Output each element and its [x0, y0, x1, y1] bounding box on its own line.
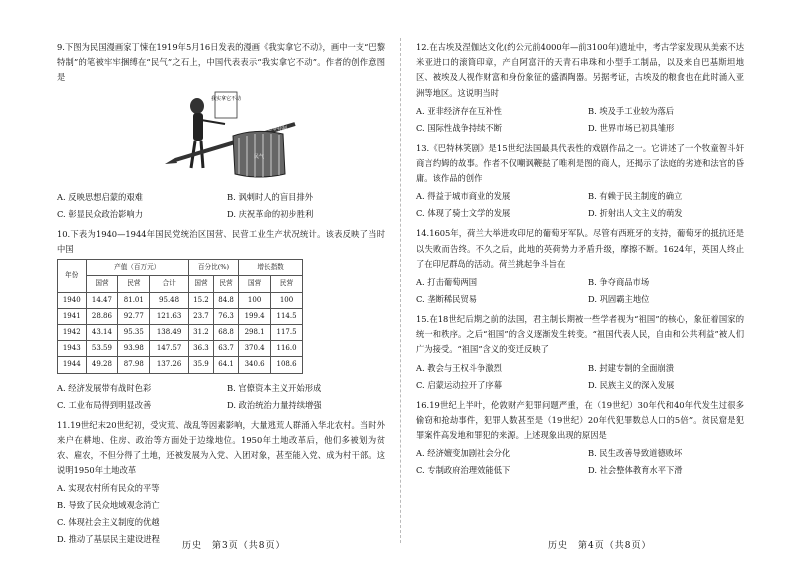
table-row: [58, 357, 303, 373]
q15-option-b[interactable]: B. 封建专制的全面崩溃: [588, 362, 675, 373]
table-subheader: 国营: [86, 276, 118, 292]
table-cell: 15.2: [188, 292, 213, 308]
q14-stem: 14.1605年，荷兰大举进攻印尼的葡萄牙军队。尽管有西班牙的支持，葡萄牙的抵抗还是以失败而告终。不久之后，此地的英荷势力矛盾升级，摩擦不断。1624年，英国人终止了在印尼群岛的活动。荷兰挑起争斗旨在: [416, 228, 744, 269]
q16-option-b[interactable]: B. 民生改善导致道德败坏: [588, 448, 683, 459]
q10-option-d[interactable]: D. 政治统治力量持续增强: [227, 399, 322, 410]
q10-options: [57, 380, 385, 414]
cartoon-illustration: [155, 88, 305, 180]
q9-option-c[interactable]: C. 彰显民众政治影响力: [57, 208, 143, 219]
q13-option-a[interactable]: A. 得益于城市商业的发展: [416, 191, 511, 202]
table-row: [58, 292, 303, 308]
svg-text:民气: [254, 153, 264, 160]
q12-option-b[interactable]: B. 埃及手工业较为落后: [588, 105, 675, 116]
table-cell: 95.35: [118, 325, 150, 341]
q10-option-c[interactable]: C. 工业布局得到明显改善: [57, 399, 152, 410]
svg-text:巴黎特制: [267, 125, 287, 132]
table-cell: 100: [239, 292, 271, 308]
table-subheader: 合计: [150, 276, 189, 292]
table-row: [58, 341, 303, 357]
table-cell: 100: [271, 292, 303, 308]
table-cell: 1944: [58, 357, 87, 373]
industry-table: [57, 259, 303, 373]
table-cell: 199.4: [239, 308, 271, 324]
q12-option-a[interactable]: A. 亚非经济存在互补性: [416, 105, 502, 116]
q13-options: [416, 188, 744, 222]
table-cell: 117.5: [271, 325, 303, 341]
question-16: [416, 398, 744, 480]
table-cell: 147.57: [150, 341, 189, 357]
q11-option-a[interactable]: A. 实现农村所有民众的平等: [57, 483, 160, 494]
q9-options: [57, 189, 385, 223]
table-cell: 95.48: [150, 292, 189, 308]
table-cell: 1941: [58, 308, 87, 324]
q15-options: [416, 360, 744, 394]
table-cell: 138.49: [150, 325, 189, 341]
table-cell: 31.2: [188, 325, 213, 341]
q13-option-d[interactable]: D. 折射出人文主义的萌发: [588, 208, 683, 219]
page-footer-left: 历史 第3页（共8页）: [182, 541, 286, 551]
q15-option-c[interactable]: C. 启蒙运动拉开了序幕: [416, 379, 502, 390]
table-cell: 370.4: [239, 341, 271, 357]
q15-option-a[interactable]: A. 教会与王权斗争激烈: [416, 362, 502, 373]
column-divider: [400, 38, 401, 543]
table-cell: 116.0: [271, 341, 303, 357]
right-column: [416, 40, 744, 483]
q13-option-c[interactable]: C. 体现了骑士文学的发展: [416, 208, 511, 219]
page-footer-right: 历史 第4页（共8页）: [548, 541, 652, 551]
question-15: [416, 312, 744, 394]
table-cell: 121.63: [150, 308, 189, 324]
table-group-output: 产值（百万元）: [86, 260, 188, 276]
q14-options: [416, 274, 744, 308]
table-row: [58, 308, 303, 324]
q15-stem: 15.在18世纪后期之前的法国，君主制长期被一些学者视为“祖国”的核心，象征着国家的统一和秩序。之后“祖国”的含义逐渐发生转变。“祖国代表人民，自由和公共利益”被人们广为接受。“祖国”含义的变迁反映了: [416, 314, 744, 355]
table-cell: 35.9: [188, 357, 213, 373]
q10-option-b[interactable]: B. 官僚资本主义开始形成: [227, 382, 322, 393]
q9-option-d[interactable]: D. 庆祝革命的初步胜利: [227, 208, 314, 219]
table-cell: 43.14: [86, 325, 118, 341]
table-cell: 137.26: [150, 357, 189, 373]
q12-stem: 12.在古埃及涅伽达文化(约公元前4000年—前3100年)遗址中，考古学家发现从美索不达米亚进口的滚筒印章，产自阿富汗的天青石串珠和小型手工制品，以及来自巴基斯坦地区、被埃及人视作财富和身份象征的盛酒陶器。另据考证，古埃及的粮食也在此时涌入亚洲等地区。这说明当时: [416, 42, 744, 98]
q11-option-d[interactable]: D. 推动了基层民主建设进程: [57, 534, 160, 545]
q11-stem: 11.19世纪末20世纪初，受灾荒、战乱等因素影响，大量逃荒人群涌入华北农村。当时外来户在耕地、住房、政治等方面处于边缘地位。1950年土地改革后，他们多被划为贫农、雇农，不但分得了土地，还被发展为入党、入团对象，甚至能入党、成为村干部。这说明1950年土地改革: [57, 419, 385, 476]
q13-stem: 13.《巴特林笑剧》是15世纪法国最具代表性的戏剧作品之一。它讲述了一个牧童智斗奸商言约姆的故事。作者不仅嘲讽鞭挞了唯利是图的商人，还揭示了法庭的劣迹和法官的昏庸。该作品的创作: [416, 142, 744, 184]
q16-option-d[interactable]: D. 社会整体教育水平下滑: [588, 465, 683, 476]
table-cell: 23.7: [188, 308, 213, 324]
table-group-index: 增长指数: [239, 260, 303, 276]
table-group-percent: 百分比(%): [188, 260, 238, 276]
svg-text:我实拿它不动: [211, 95, 241, 102]
cartoon-bubble-text: 我实拿它不动: [210, 95, 242, 102]
table-header-year: 年份: [58, 260, 87, 292]
q12-option-c[interactable]: C. 国际性战争持续不断: [416, 122, 502, 133]
cartoon-stone-text: 民气: [253, 153, 265, 160]
q9-option-b[interactable]: B. 讽刺时人的盲目排外: [227, 191, 314, 202]
question-12: [416, 40, 744, 137]
table-cell: 81.01: [118, 292, 150, 308]
table-cell: 1943: [58, 341, 87, 357]
q16-option-c[interactable]: C. 专制政府治理效能低下: [416, 465, 511, 476]
table-subheader: 民营: [271, 276, 303, 292]
q14-option-a[interactable]: A. 打击葡萄两国: [416, 277, 478, 288]
table-subheader: 国营: [239, 276, 271, 292]
q12-option-d[interactable]: D. 世界市场已初具雏形: [588, 122, 675, 133]
table-row: [58, 325, 303, 341]
table-cell: 49.28: [86, 357, 118, 373]
q16-options: [416, 445, 744, 479]
question-11: [57, 418, 385, 549]
question-14: [416, 226, 744, 308]
q16-stem: 16.19世纪上半叶，伦敦财产犯罪问题严重，在（19世纪）30年代和40年代发生过很多偷窃和抢劫事件，犯罪人数甚至是（19世纪）20年代犯罪数总人口的5倍”。贫民窟是犯罪案件高发地和罪犯的来源。上述现象出现的原因是: [416, 399, 744, 441]
q10-stem: 10.下表为1940—1944年国民党统治区国营、民营工业生产状况统计。该表反映了当时中国: [57, 228, 385, 255]
table-cell: 68.8: [214, 325, 239, 341]
table-cell: 63.7: [214, 341, 239, 357]
table-cell: 36.3: [188, 341, 213, 357]
q11-option-b[interactable]: B. 导致了民众地域观念消亡: [57, 500, 160, 511]
q9-stem: 9.下图为民国漫画家丁悚在1919年5月16日发表的漫画《我实拿它不动》，画中一支“巴黎特制”的笔被牢牢捆缚在“民气”之石上，中国代表表示“我实拿它不动”。作者的创作意图是: [57, 42, 385, 83]
table-cell: 93.98: [118, 341, 150, 357]
q14-option-d[interactable]: D. 巩固霸主地位: [588, 294, 650, 305]
table-cell: 1940: [58, 292, 87, 308]
table-subheader: 民营: [118, 276, 150, 292]
table-cell: 87.98: [118, 357, 150, 373]
q13-option-b[interactable]: B. 有赖于民主制度的确立: [588, 191, 683, 202]
table-cell: 108.6: [271, 357, 303, 373]
table-cell: 14.47: [86, 292, 118, 308]
table-subheader: 民营: [214, 276, 239, 292]
q10-option-a[interactable]: A. 经济发展带有战时色彩: [57, 382, 152, 393]
question-10: [57, 227, 385, 414]
question-13: [416, 141, 744, 223]
q15-option-d[interactable]: D. 民族主义的深入发展: [588, 379, 675, 390]
q11-option-c[interactable]: C. 体现社会主义制度的优越: [57, 517, 160, 528]
table-subheader: 国营: [188, 276, 213, 292]
table-cell: 84.8: [214, 292, 239, 308]
cartoon-pen-text: 巴黎特制: [267, 125, 288, 132]
table-cell: 28.86: [86, 308, 118, 324]
table-cell: 298.1: [239, 325, 271, 341]
question-9: [57, 40, 385, 223]
q14-option-c[interactable]: C. 垄断稀民贸易: [416, 294, 478, 305]
table-cell: 92.77: [118, 308, 150, 324]
q16-option-a[interactable]: A. 经济嬗变加剧社会分化: [416, 448, 511, 459]
q12-options: [416, 103, 744, 137]
left-column: [57, 40, 385, 552]
table-cell: 1942: [58, 325, 87, 341]
table-cell: 76.3: [214, 308, 239, 324]
table-cell: 340.6: [239, 357, 271, 373]
table-cell: 64.1: [214, 357, 239, 373]
table-cell: 114.5: [271, 308, 303, 324]
table-cell: 53.59: [86, 341, 118, 357]
q14-option-b[interactable]: B. 争夺商品市场: [588, 277, 650, 288]
q9-option-a[interactable]: A. 反映思想启蒙的艰难: [57, 191, 143, 202]
